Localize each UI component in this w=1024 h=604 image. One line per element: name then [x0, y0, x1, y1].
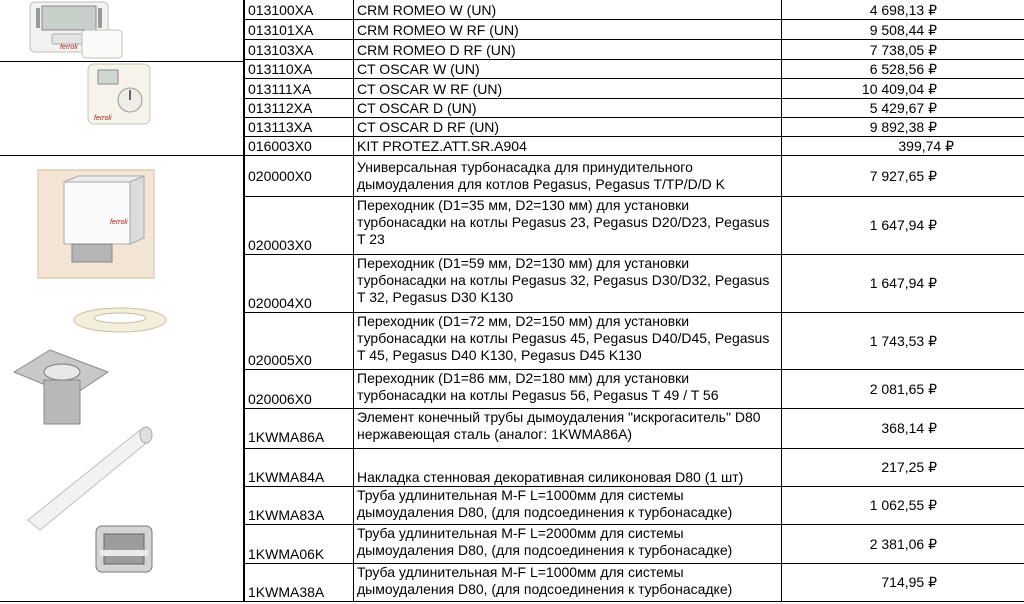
row-price: 2 381,06 ₽: [781, 525, 1024, 563]
row-name: CRM ROMEO D RF (UN): [353, 40, 781, 59]
table-row: [243, 255, 1024, 313]
row-price: 1 647,94 ₽: [781, 255, 1024, 312]
row-code: 1KWMA86A: [243, 409, 353, 448]
row-code: 013110XA: [243, 60, 353, 78]
table-row: [243, 79, 1024, 99]
row-name: CRM ROMEO W RF (UN): [353, 20, 781, 39]
row-price: 7 927,65 ₽: [781, 156, 1024, 196]
row-code: 020004X0: [243, 255, 353, 312]
table-row: [243, 370, 1024, 409]
row-price: 4 698,13 ₽: [781, 0, 1024, 19]
product-images-column: [0, 0, 243, 604]
row-code: 013101XA: [243, 20, 353, 39]
ferroli-logo: ferroli: [94, 115, 112, 122]
row-price: 9 508,44 ₽: [781, 20, 1024, 39]
row-code: 1KWMA84A: [243, 449, 353, 486]
row-name: Универсальная турбонасадка для принудительного дымоудаления для котлов Pegasus, Pegasus T/TP/D/D K: [353, 156, 781, 196]
table-row: [243, 137, 1024, 156]
row-name: CT OSCAR D RF (UN): [353, 118, 781, 136]
row-price: 1 647,94 ₽: [781, 197, 1024, 254]
table-row: [243, 409, 1024, 449]
row-code: 1KWMA83A: [243, 487, 353, 524]
row-price: 7 738,05 ₽: [781, 40, 1024, 59]
row-name: Элемент конечный трубы дымоудаления "искрогаситель" D80 нержавеющая сталь (аналог: 1KWMA86A): [353, 409, 781, 448]
row-price: 10 409,04 ₽: [781, 79, 1024, 98]
row-price: 714,95 ₽: [781, 564, 1024, 601]
row-code: 013103XA: [243, 40, 353, 59]
row-price: 368,14 ₽: [781, 409, 1024, 448]
row-code: 013112XA: [243, 99, 353, 117]
row-price: 399,74 ₽: [781, 137, 1024, 155]
table-row: [243, 197, 1024, 255]
product-illustrations: [0, 0, 243, 604]
oscar-thermostat-image: [88, 64, 150, 124]
row-name: Труба удлинительная M-F L=2000мм для системы дымоудаления D80, (для подсоединения к турбонасадке): [353, 525, 781, 563]
table-row: [243, 118, 1024, 137]
row-code: 016003X0: [243, 137, 353, 155]
table-row: [243, 449, 1024, 487]
table-row: [243, 40, 1024, 60]
ferroli-logo: ferroli: [110, 219, 128, 226]
row-code: 013100XA: [243, 0, 353, 19]
turbo-attachment-image: [38, 170, 154, 278]
table-row: [243, 60, 1024, 79]
row-price: 2 081,65 ₽: [781, 370, 1024, 408]
row-name: Труба удлинительная M-F L=1000мм для системы дымоудаления D80, (для подсоединения к турбонасадке): [353, 487, 781, 524]
row-name: CT OSCAR W RF (UN): [353, 79, 781, 98]
row-price: 217,25 ₽: [781, 449, 1024, 486]
row-price: 6 528,56 ₽: [781, 60, 1024, 78]
row-code: 1KWMA06K: [243, 525, 353, 563]
silicone-ring-image: [74, 308, 166, 332]
row-code: 020005X0: [243, 313, 353, 369]
table-row: [243, 99, 1024, 118]
terminal-element-image: [96, 526, 152, 572]
row-code: 020003X0: [243, 197, 353, 254]
row-name: Переходник (D1=59 мм, D2=130 мм) для установки турбонасадки на котлы Pegasus 32, Pegasus D30/D32, Pegasus T 32, Pegasus D30 K130: [353, 255, 781, 312]
row-price: 1 062,55 ₽: [781, 487, 1024, 524]
row-name: CT OSCAR D (UN): [353, 99, 781, 117]
romeo-thermostat-image: [30, 2, 122, 58]
table-row: [243, 20, 1024, 40]
extension-pipe-image: [28, 427, 152, 530]
table-row: [243, 487, 1024, 525]
row-name: Накладка стенновая декоративная силиконовая D80 (1 шт): [353, 449, 781, 486]
row-name: CRM ROMEO W (UN): [353, 0, 781, 19]
row-code: 013111XA: [243, 79, 353, 98]
row-name: CT OSCAR W (UN): [353, 60, 781, 78]
table-row: [243, 313, 1024, 370]
row-name: Переходник (D1=35 мм, D2=130 мм) для установки турбонасадки на котлы Pegasus 23, Pegasus D20/D23, Pegasus T 23: [353, 197, 781, 254]
row-name: Переходник (D1=86 мм, D2=180 мм) для установки турбонасадки на котлы Pegasus 56, Pegasus T 49 / T 56: [353, 370, 781, 408]
table-row: [243, 0, 1024, 20]
table-row: [243, 525, 1024, 564]
row-code: 1KWMA38A: [243, 564, 353, 601]
row-price: 1 743,53 ₽: [781, 313, 1024, 369]
row-name: Труба удлинительная M-F L=1000мм для системы дымоудаления D80, (для подсоединения к турбонасадке): [353, 564, 781, 601]
adapter-plate-image: [14, 350, 108, 424]
row-price: 5 429,67 ₽: [781, 99, 1024, 117]
row-name: Переходник (D1=72 мм, D2=150 мм) для установки турбонасадки на котлы Pegasus 45, Pegasus D40/D45, Pegasus T 45, Pegasus D40 K130, Pegasus D45 K130: [353, 313, 781, 369]
row-price: 9 892,38 ₽: [781, 118, 1024, 136]
row-code: 020006X0: [243, 370, 353, 408]
row-code: 013113XA: [243, 118, 353, 136]
table-row: [243, 564, 1024, 602]
ferroli-logo: ferroli: [60, 44, 78, 51]
row-code: 020000X0: [243, 156, 353, 196]
row-name: KIT PROTEZ.ATT.SR.A904: [353, 137, 781, 155]
table-row: [243, 156, 1024, 197]
